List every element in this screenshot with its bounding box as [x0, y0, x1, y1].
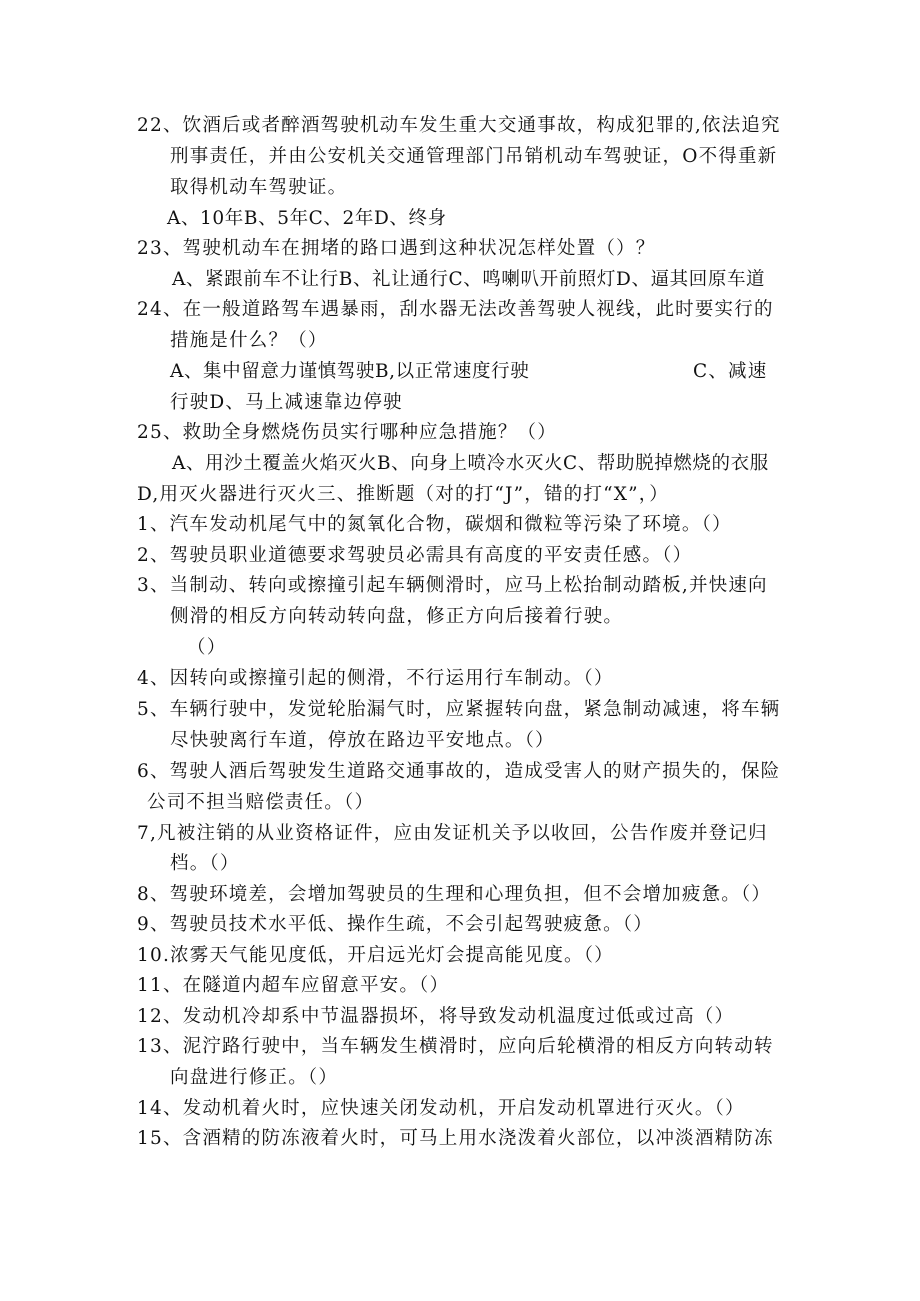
question-24-options-a-b: A、集中留意力谨慎驾驶B,以正常速度行驶 [170, 361, 530, 382]
question-25-line-1: 25、救助全身燃烧伤员实行哪种应急措施？（） [137, 422, 557, 443]
judgement-6-line-2: 公司不担当赔偿责任。（） [147, 792, 375, 813]
judgement-8: 8、驾驶环境差，会增加驾驶员的生理和心理负担，但不会增加疲惫。（） [137, 884, 772, 905]
judgement-12: 12、发动机冷却系中节温器损坏，将导致发动机温度过低或过高（） [137, 1006, 735, 1027]
judgement-11: 11、在隧道内超车应留意平安。（） [137, 975, 450, 996]
question-22-line-1: 22、饮酒后或者醉酒驾驶机动车发生重大交通事故，构成犯罪的,依法追究 [137, 115, 781, 136]
judgement-7-line-1: 7,凡被注销的从业资格证件，应由发证机关予以收回，公告作废并登记归 [137, 823, 768, 844]
judgement-13-line-1: 13、泥泞路行驶中，当车辆发生横滑时，应向后轮横滑的相反方向转动转 [137, 1036, 774, 1057]
judgement-3-line-1: 3、当制动、转向或擦撞引起车辆侧滑时，应马上松抬制动踏板,并快速向 [137, 575, 768, 596]
question-24-line-1: 24、在一般道路驾车遇暴雨，刮水器无法改善驾驶人视线，此时要实行的 [137, 299, 774, 320]
judgement-3-answer-blank: （） [187, 637, 227, 658]
question-23-options: A、紧跟前车不让行B、礼让通行C、鸣喇叭开前照灯D、逼其回原车道 [172, 269, 766, 290]
judgement-6-line-1: 6、驾驶人酒后驾驶发生道路交通事故的，造成受害人的财产损失的，保险 [137, 761, 781, 782]
judgement-5-line-2: 尽快驶离行车道，停放在路边平安地点。（） [170, 730, 555, 751]
question-24-options-c-d: 行驶D、马上减速靠边停驶 [170, 392, 403, 413]
judgement-14: 14、发动机着火时，应快速关闭发动机，开启发动机罩进行灭火。（） [137, 1098, 745, 1119]
question-24-option-c: C、减速 [693, 361, 768, 382]
question-23-line-1: 23、驾驶机动车在拥堵的路口遇到这种状况怎样处置（）？ [137, 238, 656, 259]
judgement-10: 10.浓雾天气能见度低，开启远光灯会提高能见度。（） [137, 945, 614, 966]
question-25-options: A、用沙土覆盖火焰灭火B、向身上喷冷水灭火C、帮助脱掉燃烧的衣服 [172, 453, 769, 474]
judgement-13-line-2: 向盘进行修正。（） [170, 1067, 339, 1088]
judgement-1: 1、汽车发动机尾气中的氮氧化合物，碳烟和微粒等污染了环境。（） [137, 514, 732, 535]
judgement-3-line-2: 侧滑的相反方向转动转向盘，修正方向后接着行驶。 [170, 606, 624, 627]
judgement-7-line-2: 档。（） [170, 853, 240, 874]
judgement-9: 9、驾驶员技术水平低、操作生疏，不会引起驾驶疲惫。（） [137, 914, 653, 935]
question-22-options: A、10年B、5年C、2年D、终身 [167, 208, 447, 229]
judgement-5-line-1: 5、车辆行驶中，发觉轮胎漏气时，应紧握转向盘，紧急制动减速，将车辆 [137, 699, 781, 720]
judgement-2: 2、驾驶员职业道德要求驾驶员必需具有高度的平安责任感。（） [137, 545, 693, 566]
section-heading-judgement: D,用灭火器进行灭火三、推断题（对的打“J”，错的打“X”，） [137, 484, 669, 505]
question-22-line-2: 刑事责任，并由公安机关交通管理部门吊销机动车驾驶证，O不得重新 [170, 146, 778, 167]
question-22-line-3: 取得机动车驾驶证。 [170, 177, 348, 198]
judgement-4: 4、因转向或擦撞引起的侧滑，不行运用行车制动。（） [137, 668, 614, 689]
question-24-line-2: 措施是什么？（） [170, 330, 328, 351]
judgement-15-line-1: 15、含酒精的防冻液着火时，可马上用水浇泼着火部位，以冲淡酒精防冻 [137, 1128, 774, 1149]
